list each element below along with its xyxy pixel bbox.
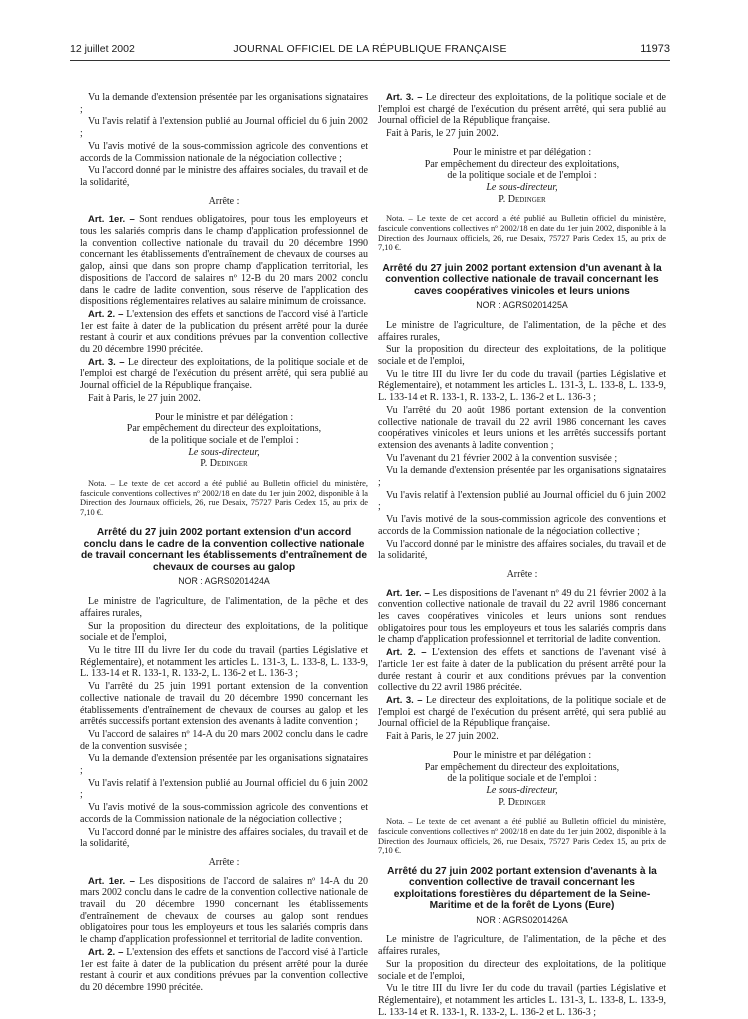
paragraph: Vu le titre III du livre Ier du code du travail (parties Législative et Réglementaire), et notamment les articles L. 131-3, L. 133-8, L. 133-9, L. 133-14 et R. 133-1, R. 133-2, L. 136-2 et L. 136-3 ; bbox=[378, 368, 666, 404]
paragraph: Vu le titre III du livre Ier du code du travail (parties Législative et Réglementaire), et notamment les articles L. 131-3, L. 133-8, L. 133-9, L. 133-14 et R. 133-1, R. 133-2, L. 136-2 et L. 136-3 ; bbox=[80, 644, 368, 680]
arrete-heading: Arrête : bbox=[208, 856, 240, 868]
decree-title: Arrêté du 27 juin 2002 portant extension d'avenants à la convention collective de travail concernant les exploitations forestières du département de la Seine-Maritime et de la forêt de Lyons (Eure) bbox=[387, 865, 657, 912]
signature-line: de la politique sociale et de l'emploi : bbox=[447, 170, 597, 182]
article-label: Art. 3. – bbox=[386, 695, 423, 706]
nor-reference: NOR : AGRS0201426A bbox=[476, 914, 568, 925]
journal-title: JOURNAL OFFICIEL DE LA RÉPUBLIQUE FRANÇAISE bbox=[233, 43, 507, 55]
page-number: 11973 bbox=[640, 43, 670, 55]
paragraph: Vu l'accord donné par le ministre des affaires sociales, du travail et de la solidarité, bbox=[378, 538, 666, 562]
paragraph: Vu la demande d'extension présentée par les organisations signataires ; bbox=[80, 753, 368, 777]
fait-a-paris: Fait à Paris, le 27 juin 2002. bbox=[386, 731, 499, 743]
paragraph: Sur la proposition du directeur des exploitations, de la politique sociale et de l'emploi, bbox=[378, 958, 666, 982]
article-label: Art. 3. – bbox=[88, 356, 125, 368]
paragraph: Vu l'arrêté du 25 juin 1991 portant extension de la convention collective nationale de travail du 20 décembre 1990 concernant les établissements d'entraînement de chevaux de courses au galop et les arrêtés successifs portant extension des avenants à ladite convention ; bbox=[80, 681, 368, 728]
left-column bbox=[80, 92, 368, 995]
signature-title: Le sous-directeur, bbox=[486, 181, 558, 193]
article-text: L'extension des effets et sanctions de l'accord visé à l'article 1er est faite à dater de la publication du présent arrêté pour la durée restant à courir et aux conditions prévues par la convention collective du 20 décembre 1990 précitée. bbox=[80, 308, 368, 356]
signature-line: Pour le ministre et par délégation : bbox=[154, 411, 294, 423]
fait-a-paris: Fait à Paris, le 27 juin 2002. bbox=[88, 392, 201, 404]
signature-line: Pour le ministre et par délégation : bbox=[452, 146, 592, 158]
article-1 bbox=[378, 588, 666, 647]
paragraph: Vu l'accord de salaires nº 14-A du 20 mars 2002 conclu dans le cadre de la convention susvisée ; bbox=[80, 728, 368, 752]
signature-title: Le sous-directeur, bbox=[486, 784, 558, 796]
paragraph: Le ministre de l'agriculture, de l'alimentation, de la pêche et des affaires rurales, bbox=[378, 934, 666, 958]
article-label: Art. 3. – bbox=[386, 92, 423, 103]
paragraph: Le ministre de l'agriculture, de l'alimentation, de la pêche et des affaires rurales, bbox=[80, 596, 368, 619]
arrete-heading: Arrête : bbox=[208, 195, 240, 207]
article-text: Le directeur des exploitations, de la politique sociale et de l'emploi est chargé de l'exécution du présent arrêté, qui sera publié au Journal officiel de la République française. bbox=[80, 356, 368, 392]
paragraph: Sur la proposition du directeur des exploitations, de la politique sociale et de l'emploi, bbox=[80, 620, 368, 644]
paragraph: Vu l'arrêté du 20 août 1986 portant extension de la convention collective nationale de travail du 22 avril 1986 concernant les caves coopératives vinicoles et leurs unions et les arrêtés successifs portant extension des avenants à ladite convention ; bbox=[378, 404, 666, 451]
signature-name: P. Dedinger bbox=[200, 458, 248, 470]
article-text: Les dispositions de l'avenant nº 49 du 21 février 2002 à la convention collective nationale de travail du 22 avril 1986 concernant les caves coopératives vinicoles et leurs unions sont rendues obligatoires pour tous les employeurs et tous les salariés compris dans le champ d'application professionnel et territorial de ladite convention. bbox=[378, 587, 667, 646]
paragraph: Vu l'accord donné par le ministre des affaires sociales, du travail et de la solidarité, bbox=[80, 165, 368, 188]
article-text: L'extension des effets et sanctions de l'avenant visé à l'article 1er est faite à dater de la publication du présent arrêté pour la durée restant à courir et aux conditions prévues par la convention collective du 22 avril 1986 précitée. bbox=[378, 647, 667, 694]
article-label: Art. 1er. – bbox=[88, 875, 135, 887]
right-column bbox=[378, 92, 666, 1019]
paragraph: Sur la proposition du directeur des exploitations, de la politique sociale et de l'emploi, bbox=[378, 344, 666, 368]
paragraph: Vu l'avis motivé de la sous-commission agricole des conventions et accords de la Commission nationale de la négociation collective ; bbox=[80, 140, 368, 164]
signature-line: de la politique sociale et de l'emploi : bbox=[447, 773, 597, 785]
paragraph: Vu la demande d'extension présentée par les organisations signataires ; bbox=[378, 465, 666, 489]
paragraph: Vu la demande d'extension présentée par les organisations signataires ; bbox=[80, 92, 368, 115]
article-label: Art. 2. – bbox=[386, 647, 427, 659]
article-1 bbox=[80, 214, 368, 308]
article-3 bbox=[378, 92, 666, 127]
nota: Nota. – Le texte de cet accord a été publié au Bulletin officiel du ministère, fascicule conventions collectives nº 2002/18 en date du 1er juin 2002, disponible à la Direction des Journaux officiels, 26, rue Desaix, 75727 Paris Cedex 15, au prix de 7,10 €. bbox=[80, 479, 368, 517]
signature-line: Par empêchement du directeur des exploitations, bbox=[424, 761, 620, 773]
arrete-heading: Arrête : bbox=[506, 568, 538, 580]
paragraph: Vu l'avis motivé de la sous-commission agricole des conventions et accords de la Commission nationale de la négociation collective ; bbox=[378, 514, 666, 537]
decree-title: Arrêté du 27 juin 2002 portant extension d'un accord conclu dans le cadre de la convention collective nationale de travail concernant les établissements d'entraînement de chevaux de courses au galop bbox=[80, 527, 368, 573]
signature-title: Le sous-directeur, bbox=[188, 446, 260, 458]
article-text: Les dispositions de l'accord de salaires nº 14-A du 20 mars 2002 conclu dans le cadre de la convention collective nationale de travail du 20 décembre 1990 concernant les établissements d'entraînement de chevaux de courses au galop sont rendues obligatoires pour tous les employeurs et tous les salariés compris dans le champ d'application professionnel et territorial de ladite convention. bbox=[80, 875, 369, 946]
paragraph: Vu le titre III du livre Ier du code du travail (parties Législative et Réglementaire), et notamment les articles L. 131-3, L. 133-8, L. 133-9, L. 133-14 et R. 133-1, R. 133-2, L. 136-2 et L. 136-3 ; bbox=[378, 983, 666, 1018]
nota: Nota. – Le texte de cet avenant a été publié au Bulletin officiel du ministère, fascicule conventions collectives nº 2002/18 en date du 1er juin 2002, disponible à la Direction des Journaux officiels, 26, rue Desaix, 75727 Paris Cedex 15, au prix de 7,10 €. bbox=[378, 817, 666, 856]
article-label: Art. 1er. – bbox=[88, 214, 135, 226]
signature-line: Pour le ministre et par délégation : bbox=[452, 749, 592, 761]
signature-line: Par empêchement du directeur des exploitations, bbox=[424, 158, 620, 170]
paragraph: Vu l'avis relatif à l'extension publié au Journal officiel du 6 juin 2002 ; bbox=[80, 116, 368, 140]
article-text: Le directeur des exploitations, de la politique sociale et de l'emploi est chargé de l'exécution du présent arrêté, qui sera publié au Journal officiel de la République française. bbox=[378, 92, 666, 127]
paragraph: Vu l'avenant du 21 février 2002 à la convention susvisée ; bbox=[386, 452, 618, 464]
decree-title: Arrêté du 27 juin 2002 portant extension d'un avenant à la convention collective nationale de travail concernant les caves coopératives vinicoles et leurs unions bbox=[382, 262, 662, 297]
signature-name: P. Dedinger bbox=[498, 796, 546, 808]
paragraph: Le ministre de l'agriculture, de l'alimentation, de la pêche et des affaires rurales, bbox=[378, 319, 666, 343]
article-2 bbox=[80, 309, 368, 356]
paragraph: Vu l'avis relatif à l'extension publié au Journal officiel du 6 juin 2002 ; bbox=[80, 777, 368, 801]
header-rule bbox=[70, 60, 670, 61]
article-2 bbox=[378, 647, 666, 694]
fait-a-paris: Fait à Paris, le 27 juin 2002. bbox=[386, 128, 499, 140]
page-header bbox=[70, 44, 670, 58]
article-2 bbox=[80, 947, 368, 994]
article-1 bbox=[80, 876, 368, 946]
paragraph: Vu l'avis relatif à l'extension publié au Journal officiel du 6 juin 2002 ; bbox=[378, 489, 666, 513]
paragraph: Vu l'avis motivé de la sous-commission agricole des conventions et accords de la Commission nationale de la négociation collective ; bbox=[80, 802, 368, 825]
article-3 bbox=[80, 357, 368, 392]
signature-line: de la politique sociale et de l'emploi : bbox=[149, 434, 299, 446]
article-text: Le directeur des exploitations, de la politique sociale et de l'emploi est chargé de l'exécution du présent arrêté, qui sera publié au Journal officiel de la République française. bbox=[378, 695, 666, 730]
nor-reference: NOR : AGRS0201424A bbox=[178, 576, 270, 587]
article-label: Art. 1er. – bbox=[386, 587, 430, 599]
article-label: Art. 2. – bbox=[88, 946, 124, 958]
article-3 bbox=[378, 695, 666, 730]
article-label: Art. 2. – bbox=[88, 308, 124, 320]
paragraph: Vu l'accord donné par le ministre des affaires sociales, du travail et de la solidarité, bbox=[80, 826, 368, 850]
article-text: L'extension des effets et sanctions de l'accord visé à l'article 1er est faite à dater de la publication du présent arrêté pour la durée restant à courir et aux conditions prévues par la convention collective du 20 décembre 1990 précitée. bbox=[80, 946, 368, 993]
article-text: Sont rendues obligatoires, pour tous les employeurs et tous les salariés compris dans le champ d'application professionnel de la convention collective nationale du travail du 20 décembre 1990 concernant les établissements d'entraînement de chevaux de courses au galop, ainsi que dans son propre champ d'application territorial, les dispositions de l'accord de salaires nº 12-B du 20 mars 2002 conclu dans le cadre de ladite convention, sous réserve de l'application des dispositions réglementaires relatives au salaire minimum de croissance. bbox=[80, 214, 368, 308]
signature-name: P. Dedinger bbox=[498, 193, 546, 205]
nota: Nota. – Le texte de cet accord a été publié au Bulletin officiel du ministère, fascicule conventions collectives nº 2002/18 en date du 1er juin 2002, disponible à la Direction des Journaux officiels, 26, rue Desaix, 75727 Paris Cedex 15, au prix de 7,10 €. bbox=[378, 214, 666, 253]
nor-reference: NOR : AGRS0201425A bbox=[476, 300, 568, 311]
header-date: 12 juillet 2002 bbox=[70, 43, 135, 55]
signature-line: Par empêchement du directeur des exploitations, bbox=[126, 423, 322, 435]
